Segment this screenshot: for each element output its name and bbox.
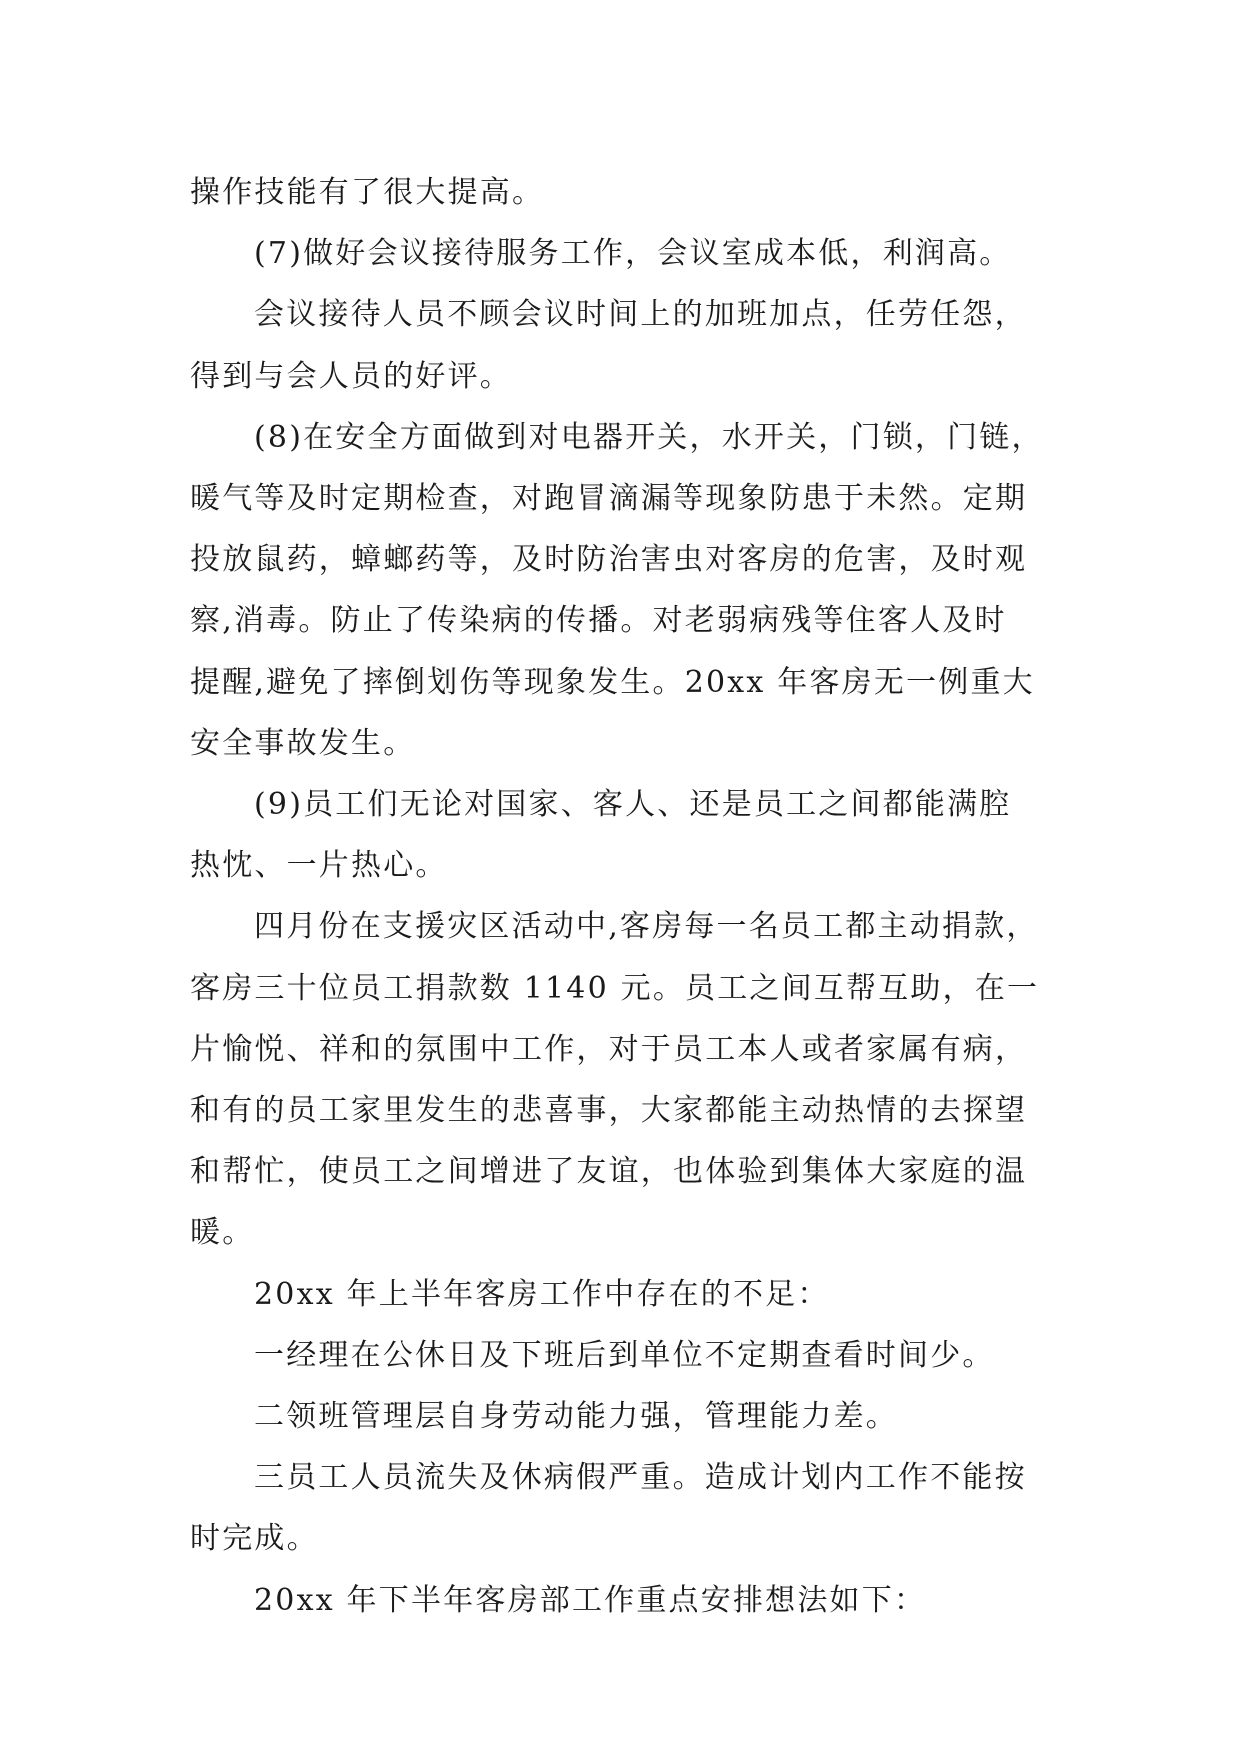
text-line: 得到与会人员的好评。 (190, 358, 512, 394)
paragraph-1 (190, 162, 1060, 223)
text-line: 四月份在支援灾区活动中,客房每一名员工都主动捐款， (254, 909, 1039, 945)
text-line: (7)做好会议接待服务工作，会议室成本低，利润高。 (254, 236, 1012, 272)
text-line: 一经理在公休日及下班后到单位不定期查看时间少。 (254, 1337, 995, 1373)
text-line: 操作技能有了很大提高。 (190, 175, 545, 210)
text-line: 二领班管理层自身劳动能力强，管理能力差。 (254, 1399, 898, 1435)
paragraph-8 (190, 1325, 1060, 1386)
text-line: 和有的员工家里发生的悲喜事，大家都能主动热情的去探望 (190, 1093, 1028, 1129)
text-line: 提醒,避免了摔倒划伤等现象发生。20xx 年客房无一例重大 (190, 664, 1035, 700)
text-line: 投放鼠药，蟑螂药等，及时防治害虫对客房的危害，及时观 (190, 542, 1028, 578)
text-line: 20xx 年上半年客房工作中存在的不足： (254, 1276, 830, 1312)
paragraph-4 (190, 407, 1060, 774)
text-line: 暖。 (190, 1215, 255, 1251)
document-body (190, 162, 1060, 1631)
paragraph-7 (190, 1264, 1060, 1325)
text-line: 20xx 年下半年客房部工作重点安排想法如下： (254, 1582, 927, 1618)
text-line: 安全事故发生。 (190, 725, 416, 761)
text-line: 客房三十位员工捐款数 1140 元。员工之间互帮互助，在一 (190, 970, 1040, 1006)
text-line: 暖气等及时定期检查，对跑冒滴漏等现象防患于未然。定期 (190, 481, 1028, 517)
paragraph-2 (190, 223, 1060, 284)
paragraph-6 (190, 896, 1060, 1263)
text-line: (9)员工们无论对国家、客人、还是员工之间都能满腔 (254, 787, 1012, 823)
paragraph-11 (190, 1570, 1060, 1631)
text-line: 和帮忙，使员工之间增进了友谊，也体验到集体大家庭的温 (190, 1154, 1028, 1190)
text-line: 察,消毒。防止了传染病的传播。对老弱病残等住客人及时 (190, 603, 1007, 639)
text-line: 三员工人员流失及休病假严重。造成计划内工作不能按 (254, 1460, 1027, 1496)
text-line: 片愉悦、祥和的氛围中工作，对于员工本人或者家属有病， (190, 1031, 1028, 1067)
text-line: (8)在安全方面做到对电器开关，水开关，门锁，门链， (254, 419, 1044, 455)
paragraph-5 (190, 774, 1060, 896)
text-line: 时完成。 (190, 1521, 319, 1557)
text-line: 热忱、一片热心。 (190, 848, 448, 884)
text-line: 会议接待人员不顾会议时间上的加班加点，任劳任怨， (254, 297, 1027, 333)
paragraph-9 (190, 1386, 1060, 1447)
paragraph-10 (190, 1447, 1060, 1569)
paragraph-3 (190, 284, 1060, 406)
